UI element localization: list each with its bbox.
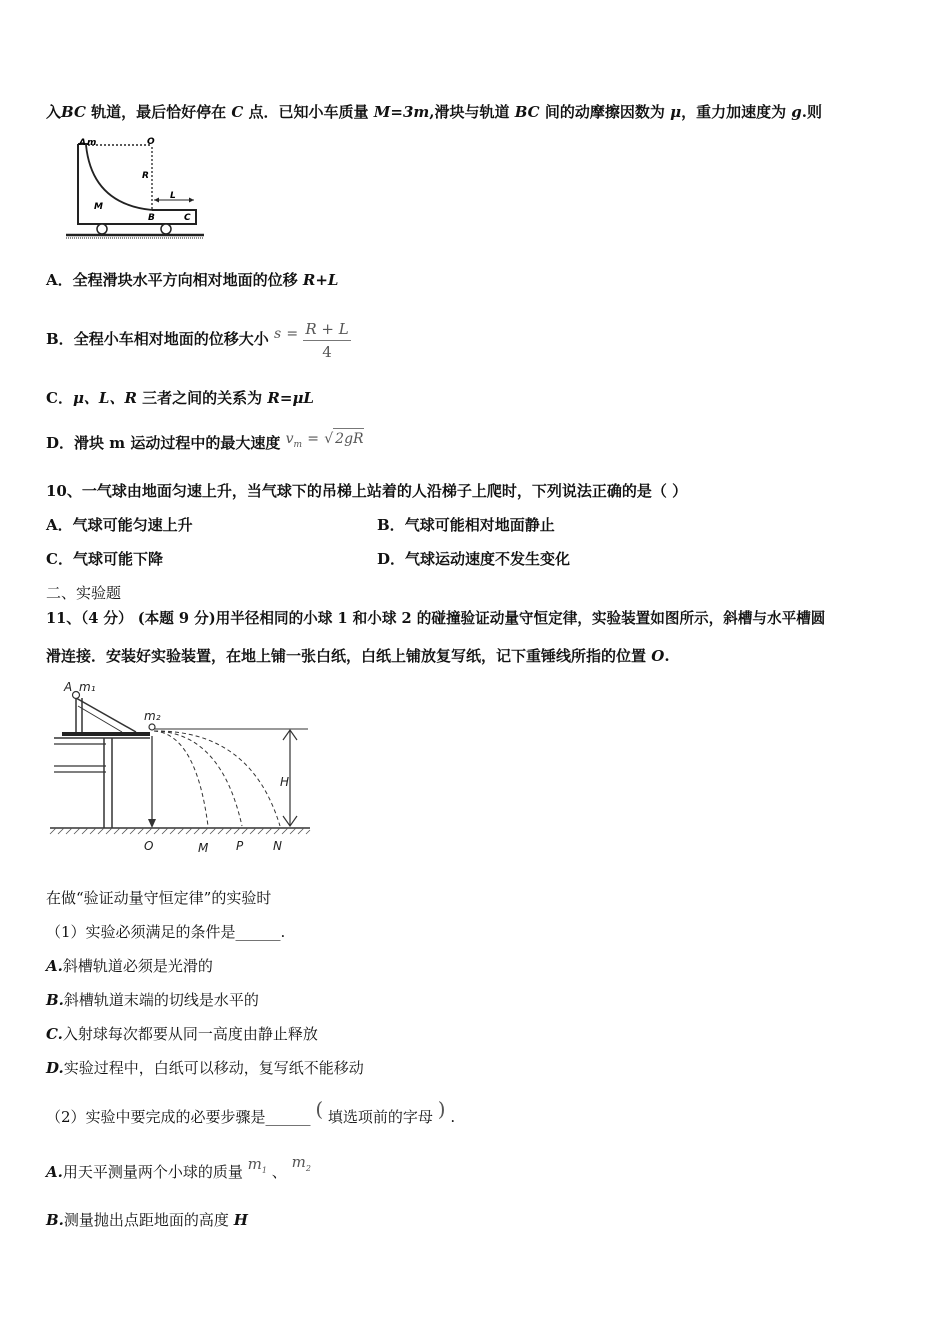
fig-label-b: B [148,213,155,223]
fig-label-h: H [280,775,290,789]
option-label: C． [46,389,73,407]
q9-intro-bc: BC [514,103,540,121]
q9-intro-c: C [231,103,244,121]
sqrt-radicand: 2gR [333,428,363,449]
fig-label-c: C [184,213,191,223]
cart-track-figure [62,134,208,242]
fig-label-o: O [147,137,155,147]
option-text: 全程滑块水平方向相对地面的位移 [72,271,303,289]
q11-part2-option-b [46,1210,248,1230]
option-text: 气球可能相对地面静止 [404,516,555,534]
fig-label-m: m [87,138,97,148]
q11-part1-option-b [46,990,259,1010]
option-label: A. [46,957,63,975]
fig-label-big-m: M [94,202,103,212]
q11-part1-option-a [46,956,213,976]
m2-subscript: 2 [305,1164,311,1173]
formula-m1 [248,1155,267,1173]
q9-intro-text: ，重力加速度为 [681,103,792,121]
option-text: 滑块 m 运动过程中的最大速度 [74,434,281,452]
fig-label-o: O [144,839,154,853]
q9-intro-text: 入 [46,103,62,121]
option-text: 斜槽轨道末端的切线是水平的 [63,991,259,1009]
q11-part1-option-d [46,1058,364,1078]
formula-v [285,431,303,450]
q11-stem-line2 [46,646,670,666]
option-text: μ、L、R [72,389,137,407]
option-label: D. [46,1059,64,1077]
m1-symbol: m [247,1155,262,1173]
q10-option-d [377,549,570,569]
option-text: 实验过程中，白纸可以移动，复写纸不能移动 [63,1059,364,1077]
option-text: 气球可能下降 [72,550,163,568]
option-label: D． [377,550,406,568]
option-text: 三者之间的关系为 [136,389,268,407]
option-text: 气球运动速度不发生变化 [405,550,571,568]
option-text: 测量抛出点距地面的高度 [63,1211,234,1229]
q9-intro-text: ,滑块与轨道 [429,103,515,121]
formula-eq: = [286,326,299,342]
q9-option-b [46,318,351,361]
option-text: 用天平测量两个小球的质量 [62,1163,243,1181]
option-separator: 、 [271,1163,287,1181]
option-label: C. [46,1025,63,1043]
formula-v-symbol: v [285,431,294,447]
q10-option-b [377,515,555,535]
fraction-numerator: R + L [303,320,350,341]
fig-label-a: A [79,138,86,148]
q10-option-c [46,549,163,569]
fig-label-l: L [170,191,176,201]
q9-intro-mass: M=3m [373,103,430,121]
q10-option-a [46,515,193,535]
formula-m2 [292,1153,311,1171]
paren-right: ) [437,1097,446,1121]
q9-option-c [46,388,314,408]
q11-part1: （1）实验必须满足的条件是______. [46,923,286,941]
q11-stem-line1: 11、（4 分） (本题 9 分)用半径相同的小球 1 和小球 2 的碰撞验证动量守恒定律，实验装置如图所示，斜槽与水平槽圆 [46,610,826,627]
option-label: B. [46,1211,64,1229]
q9-intro-text: 间的动摩擦因数为 [539,103,671,121]
formula-eq: = [307,431,320,447]
q9-option-a [46,270,338,290]
fig-label-m1: m₁ [79,680,96,694]
fig-label-p: P [236,839,244,853]
q11-stem-text: . [664,647,670,665]
fig-label-m: M [198,841,209,855]
option-text: 气球可能匀速上升 [72,516,193,534]
q11-part2-option-a [46,1153,311,1193]
collision-apparatus-figure [46,676,316,858]
m1-subscript: 1 [261,1166,267,1175]
option-label: A． [46,516,73,534]
q9-intro-bc: BC [61,103,86,121]
option-label: B． [377,516,405,534]
q9-intro-line [46,102,822,122]
part2-text: （2）实验中要完成的必要步骤是______ [46,1108,311,1126]
option-math: H [233,1211,248,1229]
q9-intro-text: .则 [801,103,823,121]
part2-text: . [450,1108,456,1126]
fig-label-n: N [273,839,282,853]
fig-label-m2: m₂ [144,709,161,723]
option-label: B. [46,991,64,1009]
paren-left: ( [315,1097,324,1121]
formula-sqrt: √ 2gR [324,431,363,447]
option-label: D． [46,434,75,452]
option-text: 斜槽轨道必须是光滑的 [62,957,213,975]
q11-stem-text: 滑连接．安装好实验装置，在地上铺一张白纸，白纸上铺放复写纸，记下重锤线所指的位置 [46,647,652,665]
m2-symbol: m [291,1153,306,1171]
section-heading: 二、实验题 [46,584,122,602]
option-label: A. [46,1163,63,1181]
fraction-denominator: 4 [322,342,332,361]
option-math: R+L [302,271,339,289]
q11-lead: 在做“验证动量守恒定律”的实验时 [46,889,272,907]
formula-v-subscript: m [293,439,303,450]
q11-part2 [46,1097,456,1130]
q9-intro-text: 点．已知小车质量 [243,103,374,121]
option-text: 全程小车相对地面的位移大小 [73,330,269,348]
option-math: R=μL [267,389,314,407]
fig-label-a: A [64,680,73,694]
formula-fraction [303,320,350,361]
fig-label-r: R [142,171,149,181]
q9-intro-text: 轨道，最后恰好停在 [85,103,232,121]
option-text: 入射球每次都要从同一高度由静止释放 [62,1025,318,1043]
q11-part1-option-c [46,1024,318,1044]
q9-option-d [46,433,364,460]
option-label: C． [46,550,73,568]
option-label: A． [46,271,73,289]
q10-stem: 10、一气球由地面匀速上升，当气球下的吊梯上站着的人沿梯子上爬时，下列说法正确的是（ ） [46,482,688,500]
formula-s: s [273,326,282,342]
q9-intro-g: g [791,103,802,121]
q9-intro-mu: μ [670,103,682,121]
part2-text: 填选项前的字母 [327,1108,433,1126]
q11-stem-o: O [651,647,665,665]
option-label: B． [46,330,74,348]
